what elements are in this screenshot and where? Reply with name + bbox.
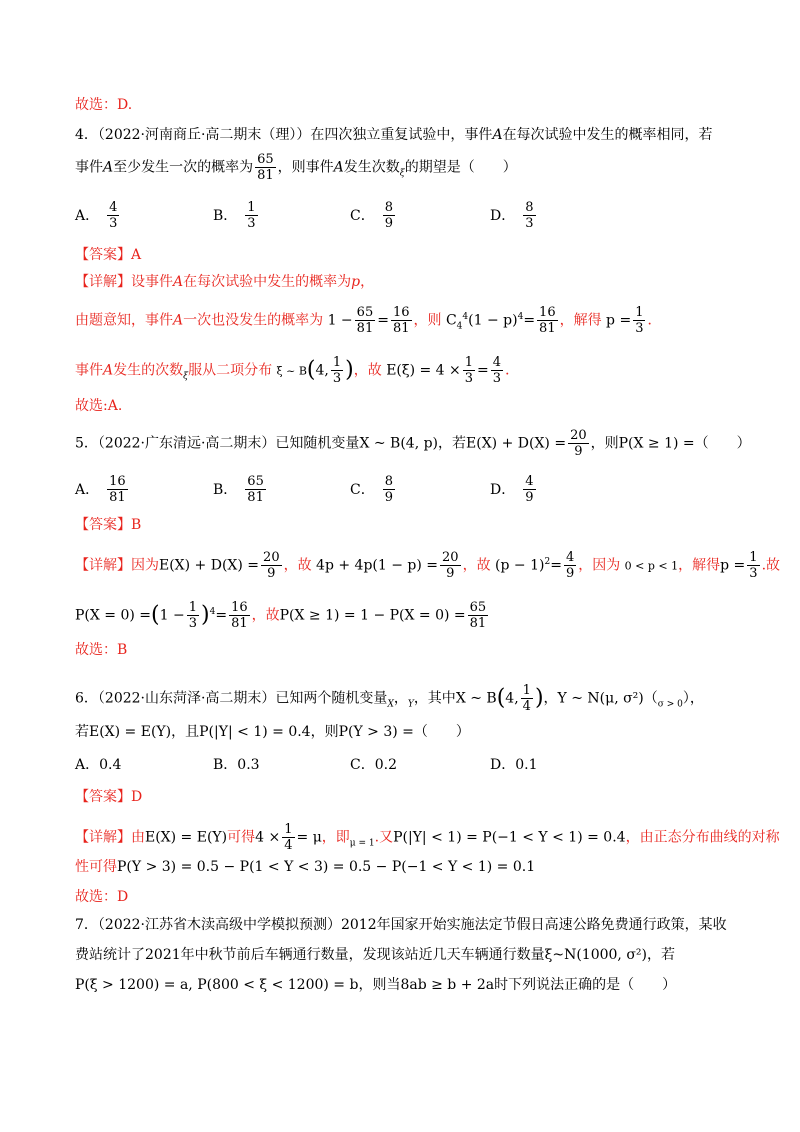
q5-detail-line1: 【详解】因为E(X) + D(X) = $\frac{20}{9}$ ，故 4p + 4p(1 − p) = $\frac{20}{9}$ ，故 $(p - 1)^2=$ $\frac{4}{9}$ ，因为 0 < p < 1，解得p = $\frac{1}{3}$ .故 — [75, 550, 781, 581]
q6-detail-line1: 【详解】由E(X) = E(Y)可得4 × $\frac{1}{4}$ = μ，即$_{\mu = 1}$.又P(|Y| < 1) = P(−1 < Y < 1) = 0.4，由正态分布曲线的对称 — [75, 822, 780, 853]
q6-stem-line1: 6．（2022·山东菏泽·高二期末）已知两个随机变量$_X$，$_Y$，其中X ~ B(4, $\frac{1}{4}$ )，Y ~ N(μ, $\sigma^2)(_{\sigma > 0})$， — [75, 683, 704, 714]
q6-conclusion: 故选：D — [75, 889, 129, 905]
q5-option-d: D． $\frac{4}{9}$ — [490, 474, 534, 505]
q4-stem-line1: 4．（2022·河南商丘·高二期末（理））在四次独立重复试验中，事件A在每次试验中发生的概率相同，若 — [75, 127, 713, 143]
q4-detail-line3: 事件A发生的次数$_\xi$服从二项分布 ξ ~ B(4, $\frac{1}{3}$ )，故 E(ξ) = 4 × $\frac{1}{3}$ = $\frac{4}{3}$ ． — [75, 355, 520, 386]
q4-detail-line1: 【详解】设事件A在每次试验中发生的概率为p， — [75, 274, 375, 290]
q6-stem-line2: 若E(X) = E(Y)，且P(|Y| < 1) = 0.4，则P(Y > 3) =（ ） — [75, 724, 470, 740]
q5-detail-line2: P(X = 0) =(1 − $\frac{1}{3}$ )$^4$= $\frac{16}{81}$ ，故P(X ≥ 1) = 1 − P(X = 0) = $\frac{65}{81}$ — [75, 600, 487, 631]
q5-stem: 5．（2022·广东清远·高二期末）已知随机变量X ~ B(4, p)，若E(X) + D(X) = $\frac{20}{9}$ ，则P(X ≥ 1) =（ ） — [75, 428, 751, 459]
q4-detail-line2: 由题意知，事件A一次也没发生的概率为 1 − $\frac{65}{81}$ = $\frac{16}{81}$ ，则 $C_4^4(1 - p)^4=$ $\frac{16}{81}$ ，解得 p = $\frac{1}{3}$ ． — [75, 305, 662, 336]
q4-option-c: C． $\frac{8}{9}$ — [350, 200, 393, 231]
q4-answer: 【答案】A — [75, 247, 142, 263]
q4-conclusion: 故选:A. — [75, 398, 123, 414]
q4-stem-line2: 事件A至少发生一次的概率为 $\frac{65}{81}$ ，则事件A发生次数$_\xi$的期望是（ ） — [75, 152, 517, 183]
q5-answer: 【答案】B — [75, 517, 142, 533]
q6-detail-line2: 性可得P(Y > 3) = 0.5 − P(1 < Y < 3) = 0.5 − P(−1 < Y < 1) = 0.1 — [75, 859, 536, 875]
q5-option-a: A． $\frac{16}{81}$ — [75, 474, 126, 505]
q6-option-c: C．0.2 — [350, 757, 397, 773]
q5-option-b: B． $\frac{65}{81}$ — [213, 474, 264, 505]
q5-option-c: C． $\frac{8}{9}$ — [350, 474, 393, 505]
q4-option-d: D． $\frac{8}{3}$ — [490, 200, 534, 231]
q4-option-b: B． $\frac{1}{3}$ — [213, 200, 256, 231]
q5-conclusion: 故选：B — [75, 642, 128, 658]
q7-stem-line2: 费站统计了2021年中秋节前后车辆通行数量，发现该站近几天车辆通行数量ξ~N(1000, σ²)，若 — [75, 947, 675, 963]
q6-option-d: D．0.1 — [490, 757, 538, 773]
q6-option-b: B．0.3 — [213, 757, 260, 773]
q4-option-a: A． $\frac{4}{3}$ — [75, 200, 118, 231]
q6-option-a: A．0.4 — [75, 757, 122, 773]
q7-stem-line1: 7．（2022·江苏省木渎高级中学模拟预测）2012年国家开始实施法定节假日高速公路免费通行政策，某收 — [75, 917, 727, 933]
q6-answer: 【答案】D — [75, 789, 143, 805]
q7-stem-line3: P(ξ > 1200) = a, P(800 < ξ < 1200) = b，则当8ab ≥ b + 2a时下列说法正确的是（ ） — [75, 977, 677, 993]
prev-answer-choice: 故选：D. — [75, 97, 133, 113]
